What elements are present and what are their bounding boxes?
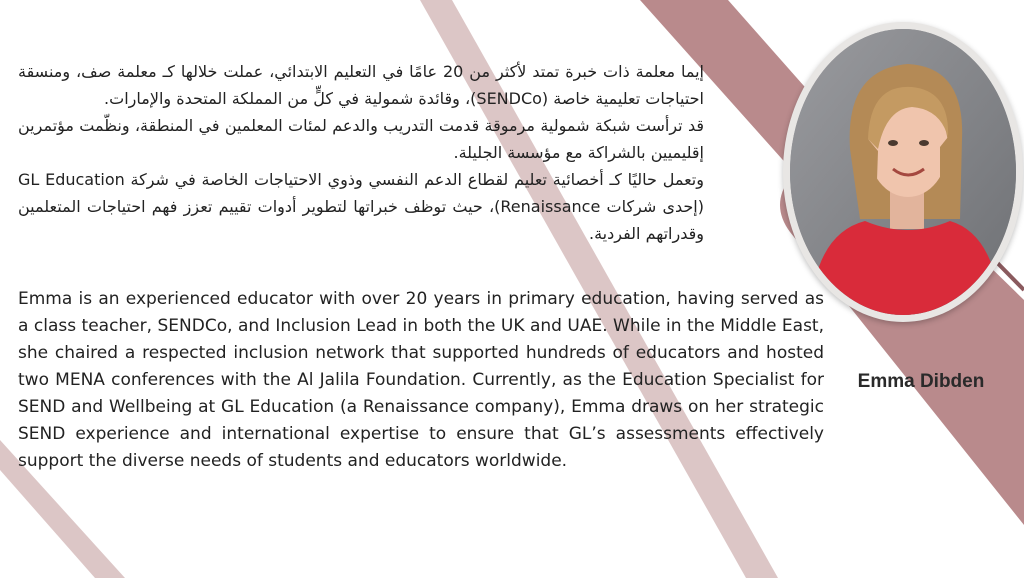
arabic-bio xyxy=(18,58,704,247)
arabic-bio-paragraph: قد ترأست شبكة شمولية مرموقة قدمت التدريب والدعم لمئات المعلمين في المنطقة، ونظّمت مؤتمرين إقليميين بالشراكة مع مؤسسة الجليلة. xyxy=(18,116,704,162)
arabic-bio-paragraph: إيما معلمة ذات خبرة تمتد لأكثر من 20 عامًا في التعليم الابتدائي، عملت خلالها كـ معلمة صف، ومنسقة احتياجات تعليمية خاصة (SENDCo)، وقائدة شمولية في كلٍّ من المملكة المتحدة والإمارات. xyxy=(18,62,705,108)
arabic-bio-paragraph: وتعمل حاليًا كـ أخصائية تعليم لقطاع الدعم النفسي وذوي الاحتياجات الخاصة في شركة GL Education (إحدى شركات Renaissance)، حيث توظف خبراتها لتطوير أدوات تقييم تعزز فهم احتياجات المتعلمين وقدراتهم الفردية. xyxy=(18,170,704,243)
english-bio: Emma is an experienced educator with over 20 years in primary education, having served as a class teacher, SENDCo, and Inclusion Lead in both the UK and UAE. While in the Middle East, she chaired a respected inclusion network that supported hundreds of educators and hosted two MENA conferences with the Al Jalila Foundation. Currently, as the Education Specialist for SEND and Wellbeing at GL Education (a Renaissance company), Emma draws on her strategic SEND experience and international expertise to ensure that GL’s assessments effectively support the diverse needs of students and educators worldwide. xyxy=(18,289,824,471)
person-name: Emma Dibden xyxy=(857,371,985,392)
portrait-photo xyxy=(790,29,1016,315)
